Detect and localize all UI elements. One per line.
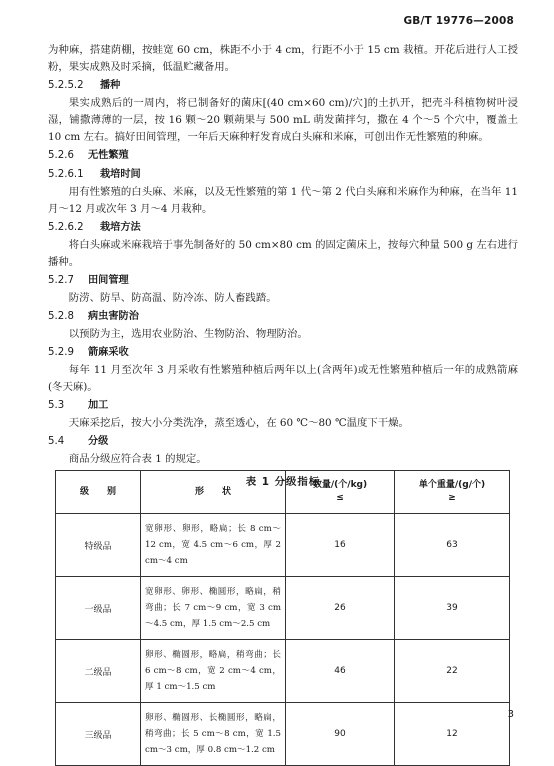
header-count-symbol: ≤ [336, 493, 344, 503]
heading-5-2-7 [48, 272, 518, 290]
paragraph-harvest: 每年 11 月至次年 3 月采收有性繁殖种植后两年以上(含两年)或无性繁殖种植后一年的成熟箭麻(冬天麻)。 [48, 364, 518, 393]
cell-weight: 22 [395, 640, 510, 703]
heading-5-2-8 [48, 308, 518, 326]
header-shape: 形 状 [141, 471, 286, 514]
heading-title: 分级 [88, 436, 109, 447]
cell-shape: 宽卵形、卵形、椭圆形，略扁，稍弯曲；长 7 cm～9 cm，宽 3 cm～4.5 cm，厚 1.5 cm～2.5 cm [141, 577, 286, 640]
header-count-label: 数量/(个/kg) [312, 480, 368, 490]
paragraph-cultivation-method: 将白头麻或米麻栽培于事先制备好的 50 cm×80 cm 的固定菌床上，按每穴种量 500 g 左右进行播种。 [48, 239, 518, 268]
heading-5-3 [48, 397, 518, 415]
heading-number: 5.2.7 [48, 275, 74, 286]
heading-title: 播种 [100, 80, 121, 91]
heading-title: 栽培方法 [100, 222, 141, 233]
heading-number: 5.2.9 [48, 347, 74, 358]
heading-title: 田间管理 [88, 275, 129, 286]
table-caption: 表 1 分级指标 [245, 476, 321, 488]
heading-number: 5.2.5.2 [48, 80, 84, 91]
heading-5-2-6 [48, 147, 518, 165]
paragraph-cultivation-time: 用有性繁殖的白头麻、米麻，以及无性繁殖的第 1 代～第 2 代白头麻和米麻作为种麻，在当年 11 月～12 月或次年 3 月～4 月栽种。 [48, 186, 518, 215]
heading-5-2-6-1 [48, 166, 518, 184]
grading-table [55, 470, 510, 766]
heading-number: 5.2.6.1 [48, 169, 84, 180]
page-number: 3 [507, 709, 514, 720]
paragraph-intro: 为种麻，搭建荫棚，按蛙宽 60 cm，株距不小于 4 cm，行距不小于 15 cm 栽植。开花后进行人工授粉，果实成熟及时采摘，低温贮藏备用。 [48, 44, 518, 73]
cell-grade: 二级品 [56, 640, 141, 703]
table-row [56, 640, 510, 703]
cell-count: 16 [286, 514, 395, 577]
heading-number: 5.2.6.2 [48, 222, 84, 233]
heading-number: 5.2.8 [48, 311, 74, 322]
paragraph-pest-control: 以预防为主，选用农业防治、生物防治、物理防治。 [68, 328, 308, 340]
heading-number: 5.3 [48, 400, 65, 411]
header-count [286, 471, 395, 514]
cell-shape: 卵形、椭圆形，略扁，稍弯曲；长 6 cm～8 cm，宽 2 cm～4 cm，厚 1 cm～1.5 cm [141, 640, 286, 703]
heading-5-2-9 [48, 344, 518, 362]
cell-shape: 卵形、椭圆形、长椭圆形，略扁，稍弯曲；长 5 cm～8 cm，宽 1.5 cm～3 cm，厚 0.8 cm～1.2 cm [141, 703, 286, 766]
heading-title: 无性繁殖 [88, 150, 129, 161]
table-row [56, 514, 510, 577]
heading-title: 加工 [88, 400, 109, 411]
cell-count: 90 [286, 703, 395, 766]
standard-number: GB/T 19776—2008 [403, 15, 514, 27]
cell-count: 26 [286, 577, 395, 640]
paragraph-grading: 商品分级应符合表 1 的规定。 [68, 453, 207, 465]
cell-grade: 特级品 [56, 514, 141, 577]
paragraph-field-management: 防涝、防旱、防高温、防冷冻、防人畜践踏。 [68, 292, 277, 304]
heading-number: 5.4 [48, 436, 65, 447]
header-grade: 级 别 [56, 471, 141, 514]
header-weight-symbol: ≥ [448, 493, 456, 503]
cell-grade: 三级品 [56, 703, 141, 766]
table-header-row [56, 471, 510, 514]
cell-grade: 一级品 [56, 577, 141, 640]
cell-weight: 39 [395, 577, 510, 640]
cell-weight: 12 [395, 703, 510, 766]
paragraph-processing: 天麻采挖后，按大小分类洗净，蒸至透心，在 60 ℃～80 ℃温度下干燥。 [68, 417, 409, 429]
cell-count: 46 [286, 640, 395, 703]
body-text [48, 42, 518, 492]
cell-weight: 63 [395, 514, 510, 577]
header-weight-label: 单个重量/(g/个) [418, 480, 486, 490]
cell-shape: 宽卵形、卵形，略扁；长 8 cm～12 cm，宽 4.5 cm～6 cm，厚 2 cm～4 cm [141, 514, 286, 577]
heading-title: 栽培时间 [100, 169, 141, 180]
heading-title: 病虫害防治 [88, 311, 139, 322]
heading-5-2-5-2 [48, 77, 518, 95]
paragraph-sowing: 果实成熟后的一周内，将已制备好的菌床[(40 cm×60 cm)/穴]的土扒开，把壳斗科植物树叶浸湿，铺撒薄薄的一层，按 16 颗～20 颗蒴果与 500 mL 萌发菌拌匀，撒在 4 个～5 个穴中，覆盖土 10 cm 左右。搞好田间管理，一年后天麻种籽发育成白头麻和米麻，可创出作无性繁殖的种麻。 [48, 97, 518, 143]
heading-number: 5.2.6 [48, 150, 74, 161]
heading-title: 箭麻采收 [88, 347, 129, 358]
heading-5-4 [48, 433, 518, 451]
table-row [56, 577, 510, 640]
header-weight [395, 471, 510, 514]
table-row [56, 703, 510, 766]
heading-5-2-6-2 [48, 219, 518, 237]
